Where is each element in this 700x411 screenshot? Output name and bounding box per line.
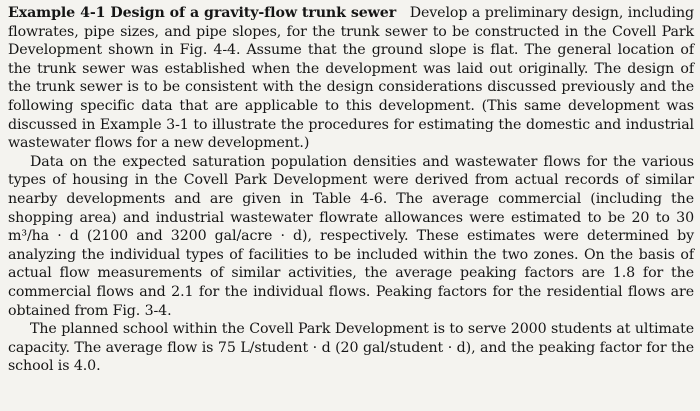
- example-paragraph-2: Data on the expected saturation population densities and wastewater flows for the various types of housing in the Covell Park Development were derived from actual records of similar nearby developments and are given in Table 4-6. The average commercial (including the shopping area) and industrial wastewater flowrate allowances were estimated to be 20 to 30 m³/ha · d (2100 and 3200 gal/acre · d), respectively. These estimates were determined by analyzing the individual types of facilities to be included within the two zones. On the basis of actual flow measurements of similar activities, the average peaking factors are 1.8 for the commercial flows and 2.1 for the individual flows. Peaking factors for the residential flows are obtained from Fig. 3-4.: [8, 153, 694, 319]
- example-paragraph-3: The planned school within the Covell Park Development is to serve 2000 students at ultimate capacity. The average flow is 75 L/student · d (20 gal/student · d), and the peaking factor for the school is 4.0.: [8, 321, 694, 375]
- example-intro-paragraph: [8, 4, 694, 153]
- example-paragraph-1-text: Develop a preliminary design, including flowrates, pipe sizes, and pipe slopes, for the trunk sewer to be constructed in the Covell Park Development shown in Fig. 4-4. Assume that the ground slope is flat. The general location of the trunk sewer was established when the development was laid out originally. The design of the trunk sewer is to be consistent with the design considerations discussed previously and the following specific data that are applicable to this development. (This same development was discussed in Example 3-1 to illustrate the procedures for estimating the domestic and industrial wastewater flows for a new development.): [8, 5, 694, 152]
- example-heading: Example 4-1 Design of a gravity-flow trunk sewer: [8, 5, 397, 21]
